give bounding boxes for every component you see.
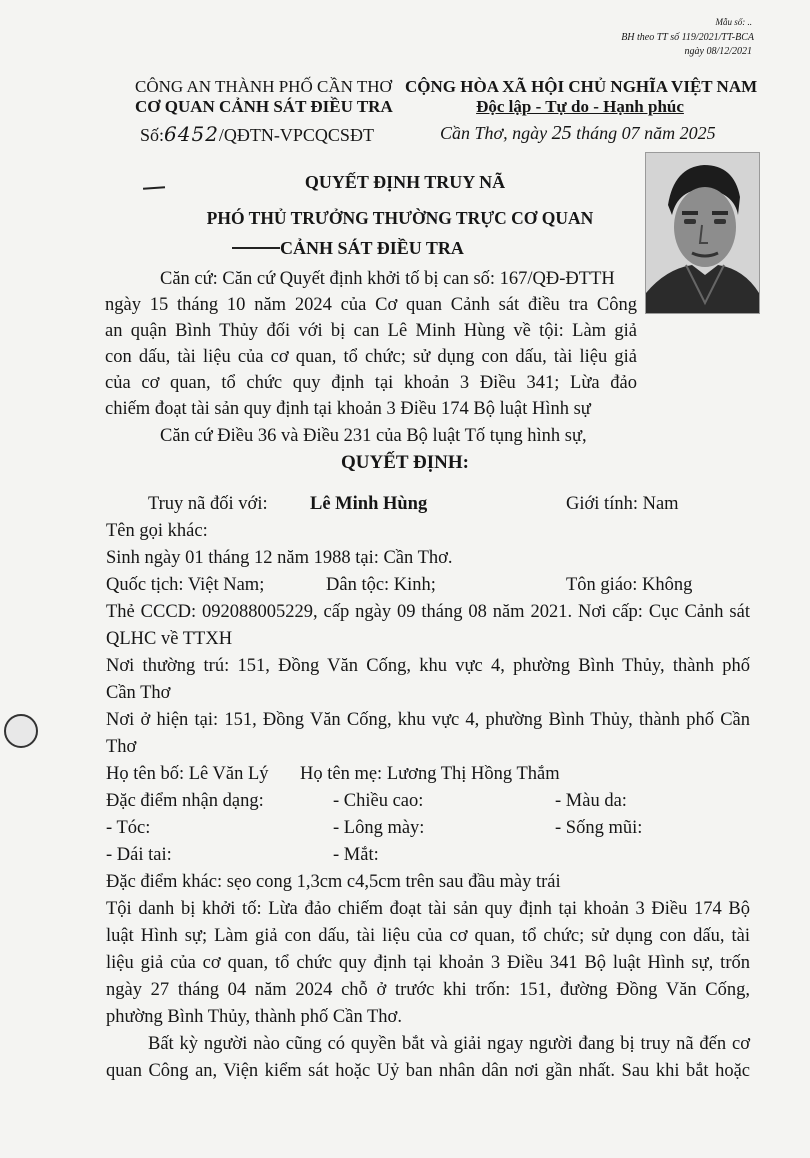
nationality: Quốc tịch: Việt Nam; (106, 575, 265, 595)
gender: Giới tính: Nam (566, 494, 679, 514)
father-name: Họ tên bố: Lê Văn Lý (106, 764, 269, 784)
basis-line-3: an quận Bình Thủy đối với bị can Lê Minh Hùng về tội: Làm giả (105, 321, 637, 341)
agency-parent: CÔNG AN THÀNH PHỐ CẦN THƠ (135, 77, 392, 96)
form-number: Mẫu số: .. (715, 17, 752, 27)
feature-height: - Chiều cao: (333, 791, 424, 811)
basis-line-2: ngày 15 tháng 10 năm 2024 của Cơ quan Cảnh sát điều tra Công (105, 295, 637, 315)
other-features: Đặc điểm khác: sẹo cong 1,3cm c4,5cm trên sau đầu mày trái (106, 872, 561, 892)
charges-line-5: phường Bình Thủy, thành phố Cần Thơ. (106, 1007, 402, 1027)
mother-name: Họ tên mẹ: Lương Thị Hồng Thắm (300, 764, 560, 784)
basis-line-7: Căn cứ Điều 36 và Điều 231 của Bộ luật Tố tụng hình sự, (160, 426, 587, 446)
residence-line-1: Nơi thường trú: 151, Đồng Văn Cống, khu vực 4, phường Bình Thủy, thành phố (106, 656, 750, 676)
basis-line-6: chiếm đoạt tài sản quy định tại khoản 3 Điều 174 Bộ luật Hình sự (105, 399, 591, 419)
portrait-photo (645, 152, 760, 314)
basis-line-1: Căn cứ: Căn cứ Quyết định khởi tố bị can số: 167/QĐ-ĐTTH (160, 269, 615, 289)
current-address-line-1: Nơi ở hiện tại: 151, Đồng Văn Cống, khu vực 4, phường Bình Thủy, thành phố Cần (106, 710, 750, 730)
basis-line-5: của cơ quan, tổ chức quy định tại khoản 3 Điều 341; Lừa đảo (105, 373, 637, 393)
charges-line-4: ngày 27 tháng 04 năm 2024 chỗ ở trước khi trốn: 151, đường Đồng Văn Cống, (106, 980, 750, 1000)
date-prefix: Cần Thơ, ngày (440, 123, 548, 143)
feature-skin: - Màu da: (555, 791, 627, 811)
id-card-line-2: QLHC về TTXH (106, 629, 233, 649)
date-suffix: tháng 07 năm 2025 (576, 123, 716, 143)
closing-line-2: quan Công an, Viện kiểm sát hoặc Uỷ ban nhân dân nơi gần nhất. Sau khi bắt hoặc (106, 1061, 750, 1081)
binder-hole-icon (4, 714, 38, 748)
issuer-title-2: CẢNH SÁT ĐIỀU TRA (280, 238, 464, 258)
date-day: 25 (551, 122, 572, 144)
charges-line-1: Tội danh bị khởi tố: Lừa đảo chiếm đoạt tài sản quy định tại khoản 3 Điều 174 Bộ (106, 899, 750, 919)
portrait-icon (646, 153, 759, 313)
current-address-line-2: Thơ (106, 737, 137, 757)
birth-info: Sinh ngày 01 tháng 12 năm 1988 tại: Cần Thơ. (106, 548, 453, 568)
alias: Tên gọi khác: (106, 521, 208, 541)
residence-line-2: Cần Thơ (106, 683, 171, 703)
charges-line-3: liệu giả của cơ quan, tổ chức quy định tại khoản 3 Điều 341 Bộ luật Hình sự, trốn (106, 953, 750, 973)
charges-line-2: luật Hình sự; Làm giả con dấu, tài liệu của cơ quan, tổ chức; sử dụng con dấu, tài (106, 926, 750, 946)
pen-stroke (232, 247, 280, 249)
number-prefix: Số: (140, 125, 165, 145)
agency-name: CƠ QUAN CẢNH SÁT ĐIỀU TRA (135, 97, 393, 116)
feature-eyebrows: - Lông mày: (333, 818, 425, 838)
feature-eyes: - Mắt: (333, 845, 379, 865)
country-motto: Độc lập - Tự do - Hạnh phúc (476, 97, 684, 116)
basis-line-4: con dấu, tài liệu của cơ quan, tổ chức; sử dụng con dấu, tài liệu giả (105, 347, 637, 367)
issue-date (440, 122, 716, 145)
number-suffix: /QĐTN-VPCQCSĐT (218, 125, 374, 145)
ethnicity: Dân tộc: Kinh; (326, 575, 436, 595)
feature-ears: - Dái tai: (106, 845, 172, 865)
form-basis: BH theo TT số 119/2021/TT-BCA (621, 32, 754, 43)
document-title: QUYẾT ĐỊNH TRUY NÃ (304, 172, 506, 192)
feature-hair: - Tóc: (106, 818, 151, 838)
decision-heading: QUYẾT ĐỊNH: (341, 452, 469, 473)
wanted-label: Truy nã đối với: (148, 494, 268, 514)
feature-nose: - Sống mũi: (555, 818, 643, 838)
number-handwritten: 6452 (164, 122, 219, 146)
id-card-line-1: Thẻ CCCD: 092088005229, cấp ngày 09 tháng 08 năm 2021. Nơi cấp: Cục Cảnh sát (106, 602, 750, 622)
issuer-title: PHÓ THỦ TRƯỞNG THƯỜNG TRỰC CƠ QUAN (206, 208, 594, 228)
closing-line-1: Bất kỳ người nào cũng có quyền bắt và giải ngay người đang bị truy nã đến cơ (148, 1034, 750, 1054)
wanted-name: Lê Minh Hùng (310, 494, 428, 514)
document-number (140, 122, 374, 146)
features-label: Đặc điểm nhận dạng: (106, 791, 264, 811)
religion: Tôn giáo: Không (566, 575, 693, 595)
form-date: ngày 08/12/2021 (684, 46, 752, 57)
country-name: CỘNG HÒA XÃ HỘI CHỦ NGHĨA VIỆT NAM (405, 77, 758, 96)
